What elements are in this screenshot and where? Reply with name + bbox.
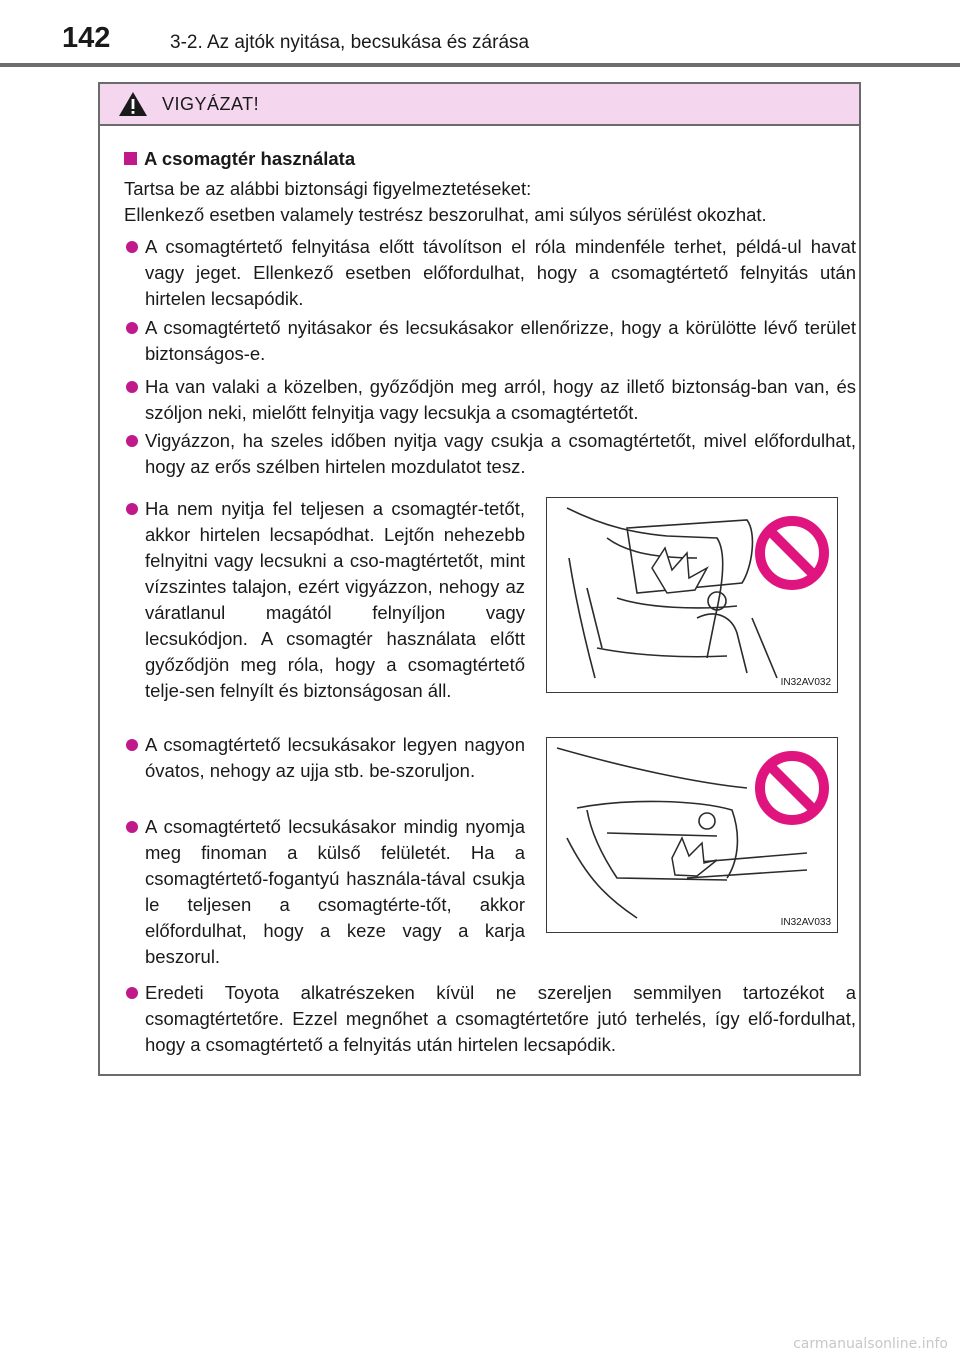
page-number: 142 [62,22,111,54]
subheading-text: A csomagtér használata [144,148,356,169]
bullet-text: A csomagtértető lecsukásakor mindig nyomja meg finoman a külső felületét. Ha a csomagtértető-fogantyú használa-tával csukja le teljesen a csomagtérte-tőt, akkor előfordulhat, hogy a keze vagy a karja beszorul. [145,816,525,967]
bullet-text: A csomagtértető felnyitása előtt távolítson el róla mindenféle terhet, példá-ul havat vagy jeget. Ellenkező esetben előfordulhat, hogy a csomagtértető felnyitás után hirtelen lecsapódik. [145,236,856,309]
figure-code: IN32AV033 [780,917,831,928]
square-bullet-icon [124,152,137,165]
trunk-lid-closing-illustration [546,737,838,933]
trunk-lid-falling-illustration [546,497,838,693]
circle-bullet-icon [126,821,138,833]
bullet-text: Ha nem nyitja fel teljesen a csomagtér-tetőt, akkor hirtelen lecsapódhat. Lejtőn nehezebb felnyitni vagy lecsukni a cso-magtértetőt, mint vízszintes talajon, ezért vigyázzon, nehogy az váratlanul magától felnyíljon vagy lecsukódjon. A csomagtér használata előtt győződjön meg róla, hogy a csomagtértető telje-sen felnyílt és biztonságosan áll. [145,498,525,701]
warning-triangle-icon [118,91,148,117]
figure-code: IN32AV032 [780,677,831,688]
prohibition-icon [760,521,824,585]
warning-header [100,84,859,126]
intro-line-1: Tartsa be az alábbi biztonsági figyelmeztetéseket: [124,178,532,199]
watermark: carmanualsonline.info [793,1336,948,1352]
circle-bullet-icon [126,322,138,334]
circle-bullet-icon [126,739,138,751]
circle-bullet-icon [126,435,138,447]
subheading [124,148,355,170]
header-divider [0,63,960,67]
circle-bullet-icon [126,381,138,393]
car-trunk-drawing [547,498,838,693]
prohibition-icon [760,756,824,820]
bullet-text: Ha van valaki a közelben, győződjön meg arról, hogy az illető biztonság-ban van, és szóljon neki, mielőtt felnyitja vagy lecsukja a csomagtértetőt. [145,376,856,423]
warning-label: VIGYÁZAT! [162,94,260,114]
car-trunk-drawing [547,738,838,933]
circle-bullet-icon [126,241,138,253]
bullet-text: A csomagtértető lecsukásakor legyen nagyon óvatos, nehogy az ujja stb. be-szoruljon. [145,734,525,781]
circle-bullet-icon [126,987,138,999]
bullet-text: A csomagtértető nyitásakor és lecsukásakor ellenőrizze, hogy a körülötte lévő terület biztonságos-e. [145,317,856,364]
bullet-text: Eredeti Toyota alkatrészeken kívül ne szereljen semmilyen tartozékot a csomagtértetőre. Ezzel megnőhet a csomagtértetőre jutó terhelés, így elő-fordulhat, hogy a csomagtértető a felnyitás után hirtelen lecsapódik. [145,982,856,1055]
section-title: 3-2. Az ajtók nyitása, becsukása és zárása [170,32,530,53]
intro-line-2: Ellenkező esetben valamely testrész beszorulhat, ami súlyos sérülést okozhat. [124,204,767,225]
bullet-text: Vigyázzon, ha szeles időben nyitja vagy csukja a csomagtértetőt, mivel előfordulhat, hogy az erős szélben hirtelen mozdulatot tesz. [145,430,856,477]
circle-bullet-icon [126,503,138,515]
warning-box [98,82,861,1076]
